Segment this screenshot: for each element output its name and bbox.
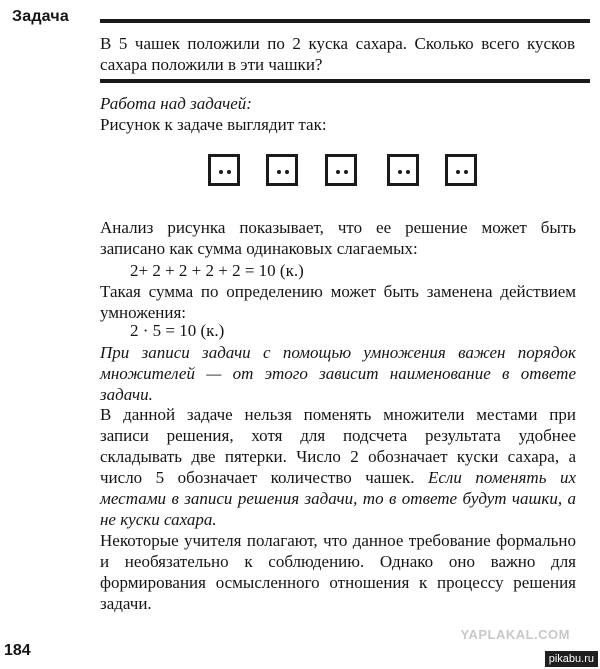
order-note: При записи задачи с помощью умножения важен порядок множителей — от этого зависит наименование в ответе задачи. xyxy=(100,343,576,404)
sugar-cube-dot xyxy=(456,170,460,174)
cup-icon xyxy=(325,154,357,186)
cups-figure xyxy=(208,154,478,192)
sugar-cube-dot xyxy=(219,170,223,174)
work-heading: Работа над задачей: xyxy=(100,94,252,113)
sugar-cube-dot xyxy=(227,170,231,174)
multiplication-formula: 2 · 5 = 10 (к.) xyxy=(130,321,225,340)
figure-caption: Рисунок к задаче выглядит так: xyxy=(100,115,327,134)
section-header xyxy=(12,8,590,28)
teachers-paragraph: Некоторые учителя полагают, что данное требование формально и необязательно к соблюдению. Однако оно важно для формирования осмысленного отношения к процессу решения задачи. xyxy=(100,531,576,613)
sugar-cube-dot xyxy=(406,170,410,174)
section-title: Задача xyxy=(12,8,69,25)
task-statement: В 5 чашек положили по 2 куска сахара. Сколько всего кусков сахара положили в эти чашки? xyxy=(100,34,575,74)
explanation-italic: Если поменять их местами в записи решения задачи, то в ответе будут чашки, а не куски сахара. xyxy=(100,468,576,529)
watermark-pikabu: pikabu.ru xyxy=(545,651,598,667)
sugar-cube-dot xyxy=(464,170,468,174)
explanation-paragraph xyxy=(100,404,576,530)
sugar-cube-dot xyxy=(344,170,348,174)
header-rule xyxy=(100,19,590,23)
sugar-cube-dot xyxy=(285,170,289,174)
analysis-paragraph: Анализ рисунка показывает, что ее решение может быть записано как сумма одинаковых слагаемых: xyxy=(100,218,576,258)
cup-icon xyxy=(208,154,240,186)
cup-icon xyxy=(445,154,477,186)
sugar-cube-dot xyxy=(277,170,281,174)
cup-icon xyxy=(266,154,298,186)
watermark-yaplakal: YAPLAKAL.COM xyxy=(460,627,570,642)
explanation-text: В данной задаче нельзя поменять множители местами при записи решения, хотя для подсчета результата удобнее складывать две пятерки. Число 2 обозначает куски сахара, а число 5 обозначает количество чашек. xyxy=(100,405,576,487)
sugar-cube-dot xyxy=(336,170,340,174)
replace-paragraph: Такая сумма по определению может быть заменена действием умножения: xyxy=(100,282,576,322)
page-number: 184 xyxy=(4,642,31,659)
cup-icon xyxy=(387,154,419,186)
sugar-cube-dot xyxy=(398,170,402,174)
task-rule xyxy=(100,79,590,83)
sum-formula: 2+ 2 + 2 + 2 + 2 = 10 (к.) xyxy=(130,261,304,280)
